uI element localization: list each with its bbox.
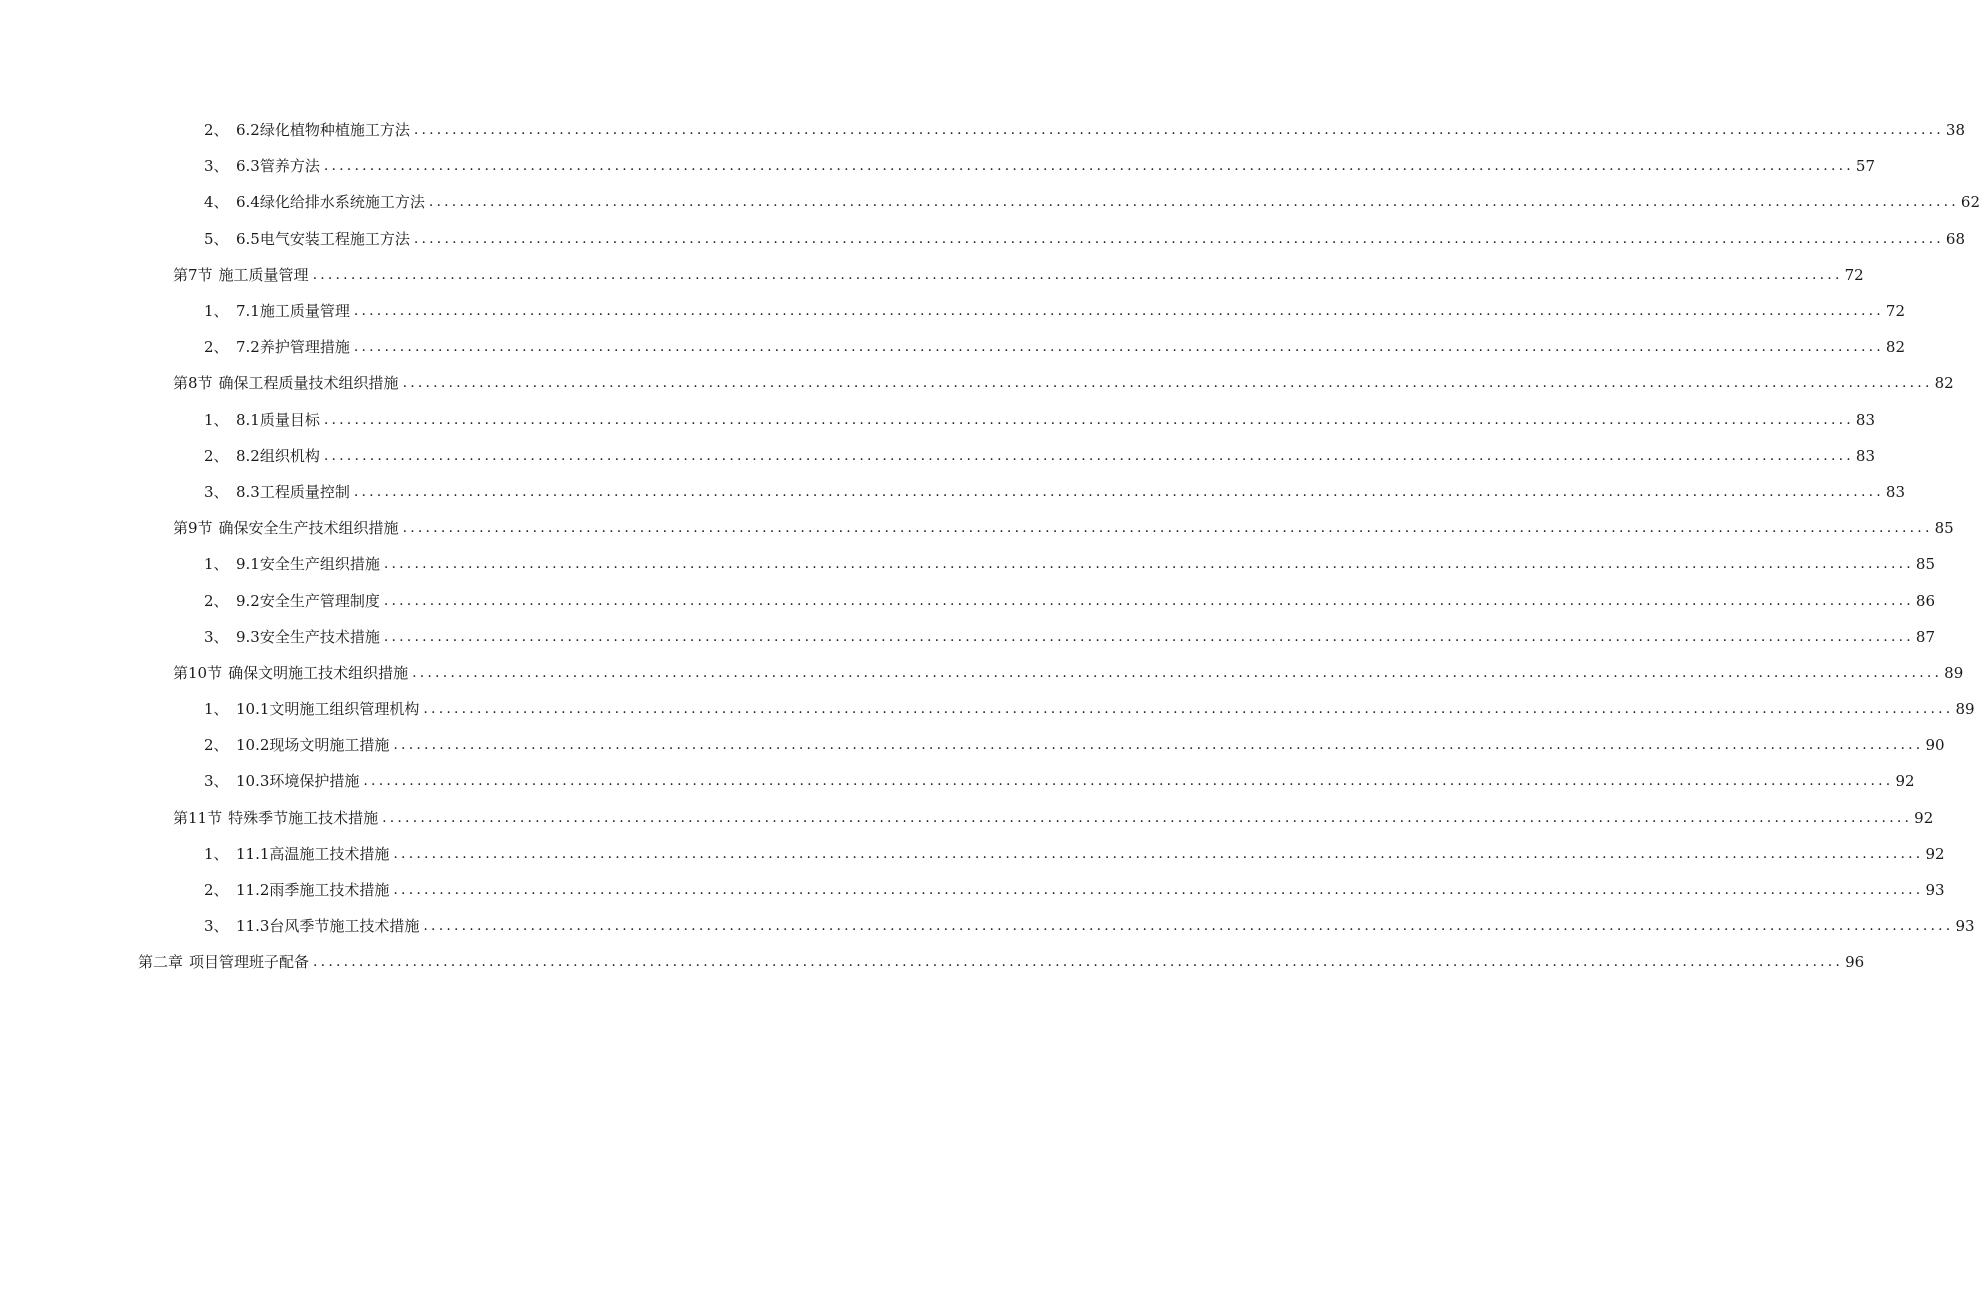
toc-entry-title: 6.5电气安装工程施工方法 bbox=[236, 229, 410, 248]
toc-dot-leader: ........................................................................................................................................................................................................ bbox=[323, 158, 1854, 175]
toc-dot-leader: ........................................................................................................................................................................................................ bbox=[428, 194, 1959, 211]
toc-entry-inner bbox=[173, 808, 1934, 827]
toc-entry-11[interactable] bbox=[0, 474, 1905, 510]
toc-entry-20[interactable] bbox=[0, 800, 1934, 836]
toc-entry-inner bbox=[204, 446, 1875, 465]
toc-entry-inner bbox=[204, 627, 1935, 646]
toc-entry-inner bbox=[173, 519, 1954, 538]
toc-entry-number: 第11节 bbox=[173, 808, 223, 827]
toc-dot-leader: ........................................................................................................................................................................................................ bbox=[353, 339, 1884, 356]
toc-entry-number: 2、 bbox=[204, 446, 229, 465]
toc-entry-title: 7.1施工质量管理 bbox=[236, 302, 350, 321]
toc-dot-leader: ........................................................................................................................................................................................................ bbox=[413, 230, 1944, 247]
toc-entry-page-number: 57 bbox=[1855, 157, 1875, 176]
toc-dot-leader: ........................................................................................................................................................................................................ bbox=[312, 266, 1843, 283]
toc-entry-title: 特殊季节施工技术措施 bbox=[228, 808, 379, 827]
toc-entry-inner bbox=[204, 302, 1905, 321]
toc-entry-2[interactable] bbox=[0, 148, 1875, 184]
toc-entry-title: 确保文明施工技术组织措施 bbox=[228, 663, 409, 682]
toc-entry-page-number: 82 bbox=[1934, 374, 1954, 393]
toc-entry-inner bbox=[204, 844, 1945, 863]
toc-entry-title: 8.1质量目标 bbox=[236, 410, 320, 429]
toc-entry-number: 2、 bbox=[204, 338, 229, 357]
toc-entry-page-number: 93 bbox=[1955, 917, 1975, 936]
toc-entry-number: 第二章 bbox=[138, 953, 184, 972]
table-of-contents bbox=[0, 112, 1980, 981]
toc-dot-leader: ........................................................................................................................................................................................................ bbox=[402, 375, 1933, 392]
toc-entry-number: 1、 bbox=[204, 302, 229, 321]
toc-entry-page-number: 87 bbox=[1915, 627, 1935, 646]
toc-dot-leader: ........................................................................................................................................................................................................ bbox=[313, 954, 1844, 971]
toc-entry-12[interactable] bbox=[0, 510, 1954, 546]
toc-entry-page-number: 93 bbox=[1925, 881, 1945, 900]
toc-entry-number: 3、 bbox=[204, 917, 229, 936]
toc-entry-inner bbox=[204, 772, 1915, 791]
toc-entry-number: 1、 bbox=[204, 555, 229, 574]
toc-entry-title: 8.2组织机构 bbox=[236, 446, 320, 465]
toc-entry-inner bbox=[204, 700, 1975, 719]
toc-entry-title: 9.3安全生产技术措施 bbox=[236, 627, 380, 646]
toc-entry-title: 9.1安全生产组织措施 bbox=[236, 555, 380, 574]
toc-entry-title: 6.3管养方法 bbox=[236, 157, 320, 176]
toc-entry-page-number: 96 bbox=[1845, 953, 1865, 972]
toc-entry-page-number: 68 bbox=[1945, 229, 1965, 248]
toc-dot-leader: ........................................................................................................................................................................................................ bbox=[323, 411, 1854, 428]
toc-entry-page-number: 89 bbox=[1944, 663, 1964, 682]
toc-entry-21[interactable] bbox=[0, 836, 1945, 872]
toc-entry-title: 11.2雨季施工技术措施 bbox=[236, 881, 390, 900]
toc-entry-number: 第7节 bbox=[173, 265, 213, 284]
toc-dot-leader: ........................................................................................................................................................................................................ bbox=[393, 845, 1924, 862]
toc-entry-inner bbox=[173, 265, 1864, 284]
toc-entry-number: 3、 bbox=[204, 627, 229, 646]
toc-dot-leader: ........................................................................................................................................................................................................ bbox=[383, 592, 1914, 609]
toc-entry-page-number: 86 bbox=[1915, 591, 1935, 610]
toc-entry-page-number: 72 bbox=[1885, 302, 1905, 321]
toc-entry-page-number: 85 bbox=[1934, 519, 1954, 538]
toc-entry-number: 2、 bbox=[204, 591, 229, 610]
toc-entry-title: 10.2现场文明施工措施 bbox=[236, 736, 390, 755]
toc-entry-number: 2、 bbox=[204, 881, 229, 900]
toc-dot-leader: ........................................................................................................................................................................................................ bbox=[413, 122, 1944, 139]
toc-entry-page-number: 72 bbox=[1844, 265, 1864, 284]
toc-entry-19[interactable] bbox=[0, 763, 1915, 799]
toc-entry-inner bbox=[173, 374, 1954, 393]
toc-entry-title: 7.2养护管理措施 bbox=[236, 338, 350, 357]
toc-dot-leader: ........................................................................................................................................................................................................ bbox=[383, 556, 1914, 573]
toc-entry-13[interactable] bbox=[0, 546, 1935, 582]
toc-entry-number: 5、 bbox=[204, 229, 229, 248]
toc-entry-14[interactable] bbox=[0, 582, 1935, 618]
toc-entry-title: 确保安全生产技术组织措施 bbox=[218, 519, 399, 538]
toc-entry-title: 11.3台风季节施工技术措施 bbox=[236, 917, 420, 936]
toc-dot-leader: ........................................................................................................................................................................................................ bbox=[423, 701, 1954, 718]
toc-entry-inner bbox=[204, 881, 1945, 900]
toc-entry-title: 11.1高温施工技术措施 bbox=[236, 844, 390, 863]
toc-entry-inner bbox=[204, 157, 1875, 176]
toc-entry-24[interactable] bbox=[0, 944, 1865, 980]
toc-entry-23[interactable] bbox=[0, 908, 1975, 944]
toc-entry-22[interactable] bbox=[0, 872, 1945, 908]
toc-entry-title: 项目管理班子配备 bbox=[189, 953, 310, 972]
toc-entry-number: 3、 bbox=[204, 772, 229, 791]
toc-entry-number: 1、 bbox=[204, 410, 229, 429]
toc-entry-inner bbox=[204, 555, 1935, 574]
toc-entry-inner bbox=[204, 229, 1965, 248]
toc-entry-title: 确保工程质量技术组织措施 bbox=[218, 374, 399, 393]
toc-entry-number: 4、 bbox=[204, 193, 229, 212]
toc-dot-leader: ........................................................................................................................................................................................................ bbox=[353, 303, 1884, 320]
toc-entry-4[interactable] bbox=[0, 221, 1965, 257]
toc-entry-18[interactable] bbox=[0, 727, 1945, 763]
toc-entry-8[interactable] bbox=[0, 365, 1954, 401]
toc-entry-7[interactable] bbox=[0, 329, 1905, 365]
toc-entry-15[interactable] bbox=[0, 619, 1935, 655]
toc-entry-16[interactable] bbox=[0, 655, 1964, 691]
toc-entry-page-number: 90 bbox=[1925, 736, 1945, 755]
toc-entry-page-number: 85 bbox=[1915, 555, 1935, 574]
toc-dot-leader: ........................................................................................................................................................................................................ bbox=[382, 809, 1913, 826]
toc-dot-leader: ........................................................................................................................................................................................................ bbox=[423, 918, 1954, 935]
toc-entry-title: 6.2绿化植物种植施工方法 bbox=[236, 121, 410, 140]
toc-dot-leader: ........................................................................................................................................................................................................ bbox=[323, 447, 1854, 464]
toc-entry-inner bbox=[204, 917, 1975, 936]
toc-entry-title: 10.1文明施工组织管理机构 bbox=[236, 700, 420, 719]
toc-dot-leader: ........................................................................................................................................................................................................ bbox=[393, 737, 1924, 754]
toc-entry-page-number: 83 bbox=[1885, 482, 1905, 501]
toc-dot-leader: ........................................................................................................................................................................................................ bbox=[383, 628, 1914, 645]
toc-entry-title: 10.3环境保护措施 bbox=[236, 772, 360, 791]
toc-dot-leader: ........................................................................................................................................................................................................ bbox=[363, 773, 1894, 790]
toc-entry-page-number: 83 bbox=[1855, 410, 1875, 429]
toc-entry-number: 第8节 bbox=[173, 374, 213, 393]
toc-entry-page-number: 38 bbox=[1945, 121, 1965, 140]
toc-entry-6[interactable] bbox=[0, 293, 1905, 329]
toc-entry-inner bbox=[204, 410, 1875, 429]
toc-entry-inner bbox=[204, 482, 1905, 501]
toc-entry-9[interactable] bbox=[0, 402, 1875, 438]
toc-entry-inner bbox=[204, 338, 1905, 357]
toc-entry-1[interactable] bbox=[0, 112, 1965, 148]
toc-dot-leader: ........................................................................................................................................................................................................ bbox=[353, 483, 1884, 500]
toc-entry-inner bbox=[204, 193, 1980, 212]
toc-dot-leader: ........................................................................................................................................................................................................ bbox=[393, 882, 1924, 899]
toc-entry-title: 6.4绿化给排水系统施工方法 bbox=[236, 193, 425, 212]
toc-entry-number: 1、 bbox=[204, 844, 229, 863]
toc-entry-number: 第9节 bbox=[173, 519, 213, 538]
toc-entry-5[interactable] bbox=[0, 257, 1864, 293]
toc-entry-inner bbox=[204, 591, 1935, 610]
toc-entry-number: 第10节 bbox=[173, 663, 223, 682]
toc-entry-page-number: 92 bbox=[1914, 808, 1934, 827]
toc-entry-number: 1、 bbox=[204, 700, 229, 719]
toc-entry-page-number: 92 bbox=[1925, 844, 1945, 863]
toc-entry-page-number: 83 bbox=[1855, 446, 1875, 465]
toc-entry-page-number: 82 bbox=[1885, 338, 1905, 357]
toc-entry-number: 3、 bbox=[204, 482, 229, 501]
toc-entry-number: 2、 bbox=[204, 736, 229, 755]
toc-entry-10[interactable] bbox=[0, 438, 1875, 474]
toc-dot-leader: ........................................................................................................................................................................................................ bbox=[412, 664, 1943, 681]
toc-entry-number: 2、 bbox=[204, 121, 229, 140]
toc-dot-leader: ........................................................................................................................................................................................................ bbox=[402, 520, 1933, 537]
toc-entry-page-number: 89 bbox=[1955, 700, 1975, 719]
toc-entry-number: 3、 bbox=[204, 157, 229, 176]
toc-entry-page-number: 62 bbox=[1960, 193, 1980, 212]
toc-entry-page-number: 92 bbox=[1895, 772, 1915, 791]
toc-entry-title: 9.2安全生产管理制度 bbox=[236, 591, 380, 610]
toc-entry-inner bbox=[138, 953, 1865, 972]
toc-entry-inner bbox=[204, 121, 1965, 140]
toc-entry-3[interactable] bbox=[0, 184, 1980, 220]
toc-entry-inner bbox=[204, 736, 1945, 755]
toc-entry-inner bbox=[173, 663, 1964, 682]
toc-entry-title: 施工质量管理 bbox=[218, 265, 309, 284]
toc-entry-title: 8.3工程质量控制 bbox=[236, 482, 350, 501]
toc-entry-17[interactable] bbox=[0, 691, 1975, 727]
